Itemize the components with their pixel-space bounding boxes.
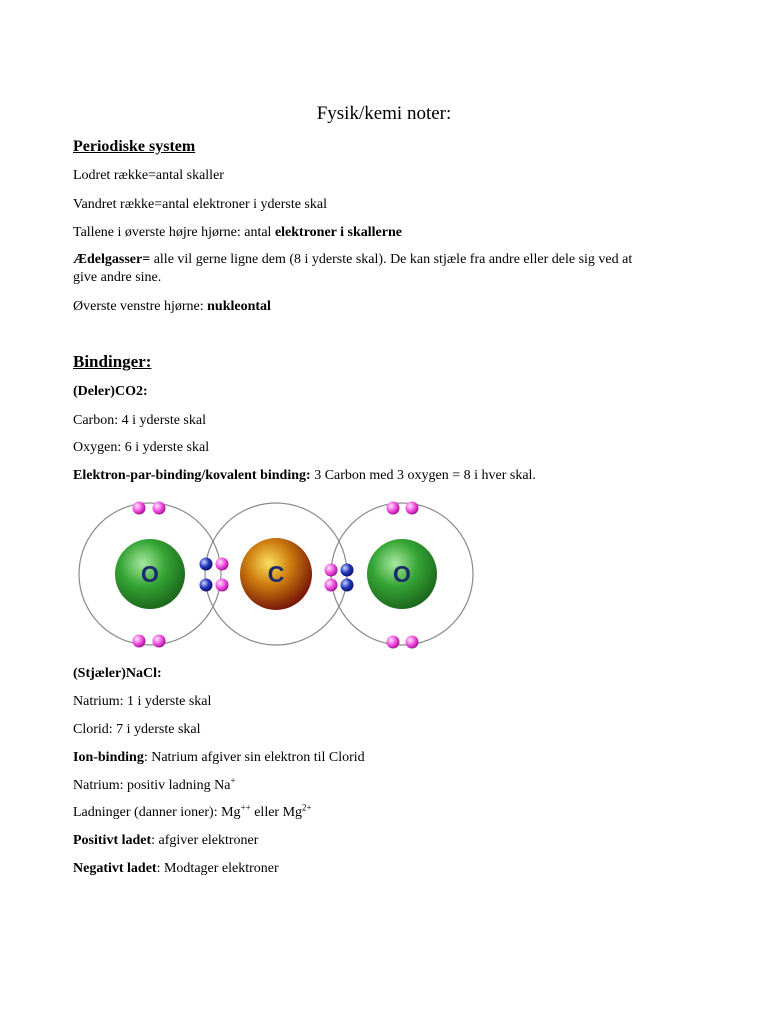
heading-periodiske-system: Periodiske system: [73, 138, 196, 155]
text-line: [73, 251, 733, 269]
superscript: ++: [240, 802, 251, 813]
electron-pink: [387, 636, 400, 649]
text-line: [73, 860, 703, 878]
text-line: [73, 298, 703, 316]
bold-text: Negativt ladet: [73, 861, 157, 876]
text-span: Ladninger (danner ioner): Mg: [73, 805, 241, 820]
text-line: [73, 832, 703, 850]
electron-blue: [341, 579, 354, 592]
text-line: Vandret række=antal elektroner i yderste skal: [73, 197, 327, 212]
electron-pink: [325, 564, 338, 577]
text-span: alle vil gerne ligne dem (8 i yderste skal). De kan stjæle fra andre eller dele sig ved at: [150, 252, 633, 267]
bold-text: Positivt ladet: [73, 833, 152, 848]
text-line: Natrium: 1 i yderste skal: [73, 694, 212, 709]
electron-pink: [216, 558, 229, 571]
atom-symbol: C: [267, 561, 285, 587]
text-line: [73, 749, 703, 767]
text-span: Tallene i øverste højre hjørne: antal: [73, 225, 275, 240]
co2-molecule-diagram: [73, 500, 475, 655]
text-line: [73, 777, 703, 795]
electron-pink: [153, 635, 166, 648]
superscript: 2+: [302, 802, 312, 813]
atom-symbol: O: [393, 561, 411, 587]
text-span: : Natrium afgiver sin elektron til Clorid: [143, 750, 365, 765]
electron-pink: [153, 502, 166, 515]
bold-text: (Stjæler)NaCl:: [73, 666, 162, 681]
electron-blue: [341, 564, 354, 577]
bold-text: elektroner i skallerne: [274, 225, 402, 240]
text-line: Lodret række=antal skaller: [73, 168, 224, 183]
heading-bindinger: Bindinger:: [73, 352, 152, 371]
text-span: : afgiver elektroner: [151, 833, 259, 848]
page-title: Fysik/kemi noter:: [316, 103, 452, 124]
electron-pink: [406, 636, 419, 649]
electron-pink: [216, 579, 229, 592]
text-line: [73, 804, 703, 822]
text-span: 3 Carbon med 3 oxygen = 8 i hver skal.: [310, 468, 536, 483]
bold-text: Ædelgasser=: [73, 252, 151, 267]
bold-text: nukleontal: [207, 299, 271, 314]
oxygen-atom-left: [115, 539, 185, 609]
text-line: give andre sine.: [73, 270, 162, 285]
bold-text: (Deler)CO2:: [73, 384, 148, 399]
superscript: +: [230, 775, 236, 786]
carbon-atom: [240, 538, 312, 610]
text-line: [73, 665, 703, 683]
electron-pink: [325, 579, 338, 592]
electron-pink: [133, 635, 146, 648]
oxygen-atom-right: [367, 539, 437, 609]
electron-pink: [133, 502, 146, 515]
bold-text: Elektron-par-binding/kovalent binding:: [73, 468, 311, 483]
text-span: Øverste venstre hjørne:: [73, 299, 208, 314]
text-span: : Modtager elektroner: [156, 861, 279, 876]
text-line: Carbon: 4 i yderste skal: [73, 413, 206, 428]
bold-text: Ion-binding: [73, 750, 144, 765]
text-span: eller Mg: [250, 805, 303, 820]
text-line: Clorid: 7 i yderste skal: [73, 722, 201, 737]
text-line: [73, 467, 703, 485]
text-line: Oxygen: 6 i yderste skal: [73, 440, 210, 455]
text-line: [73, 224, 703, 242]
text-line: [73, 383, 703, 401]
electron-blue: [200, 558, 213, 571]
electron-pink: [387, 502, 400, 515]
electron-pink: [406, 502, 419, 515]
atom-symbol: O: [141, 561, 159, 587]
text-span: Natrium: positiv ladning Na: [73, 778, 231, 793]
electron-blue: [200, 579, 213, 592]
